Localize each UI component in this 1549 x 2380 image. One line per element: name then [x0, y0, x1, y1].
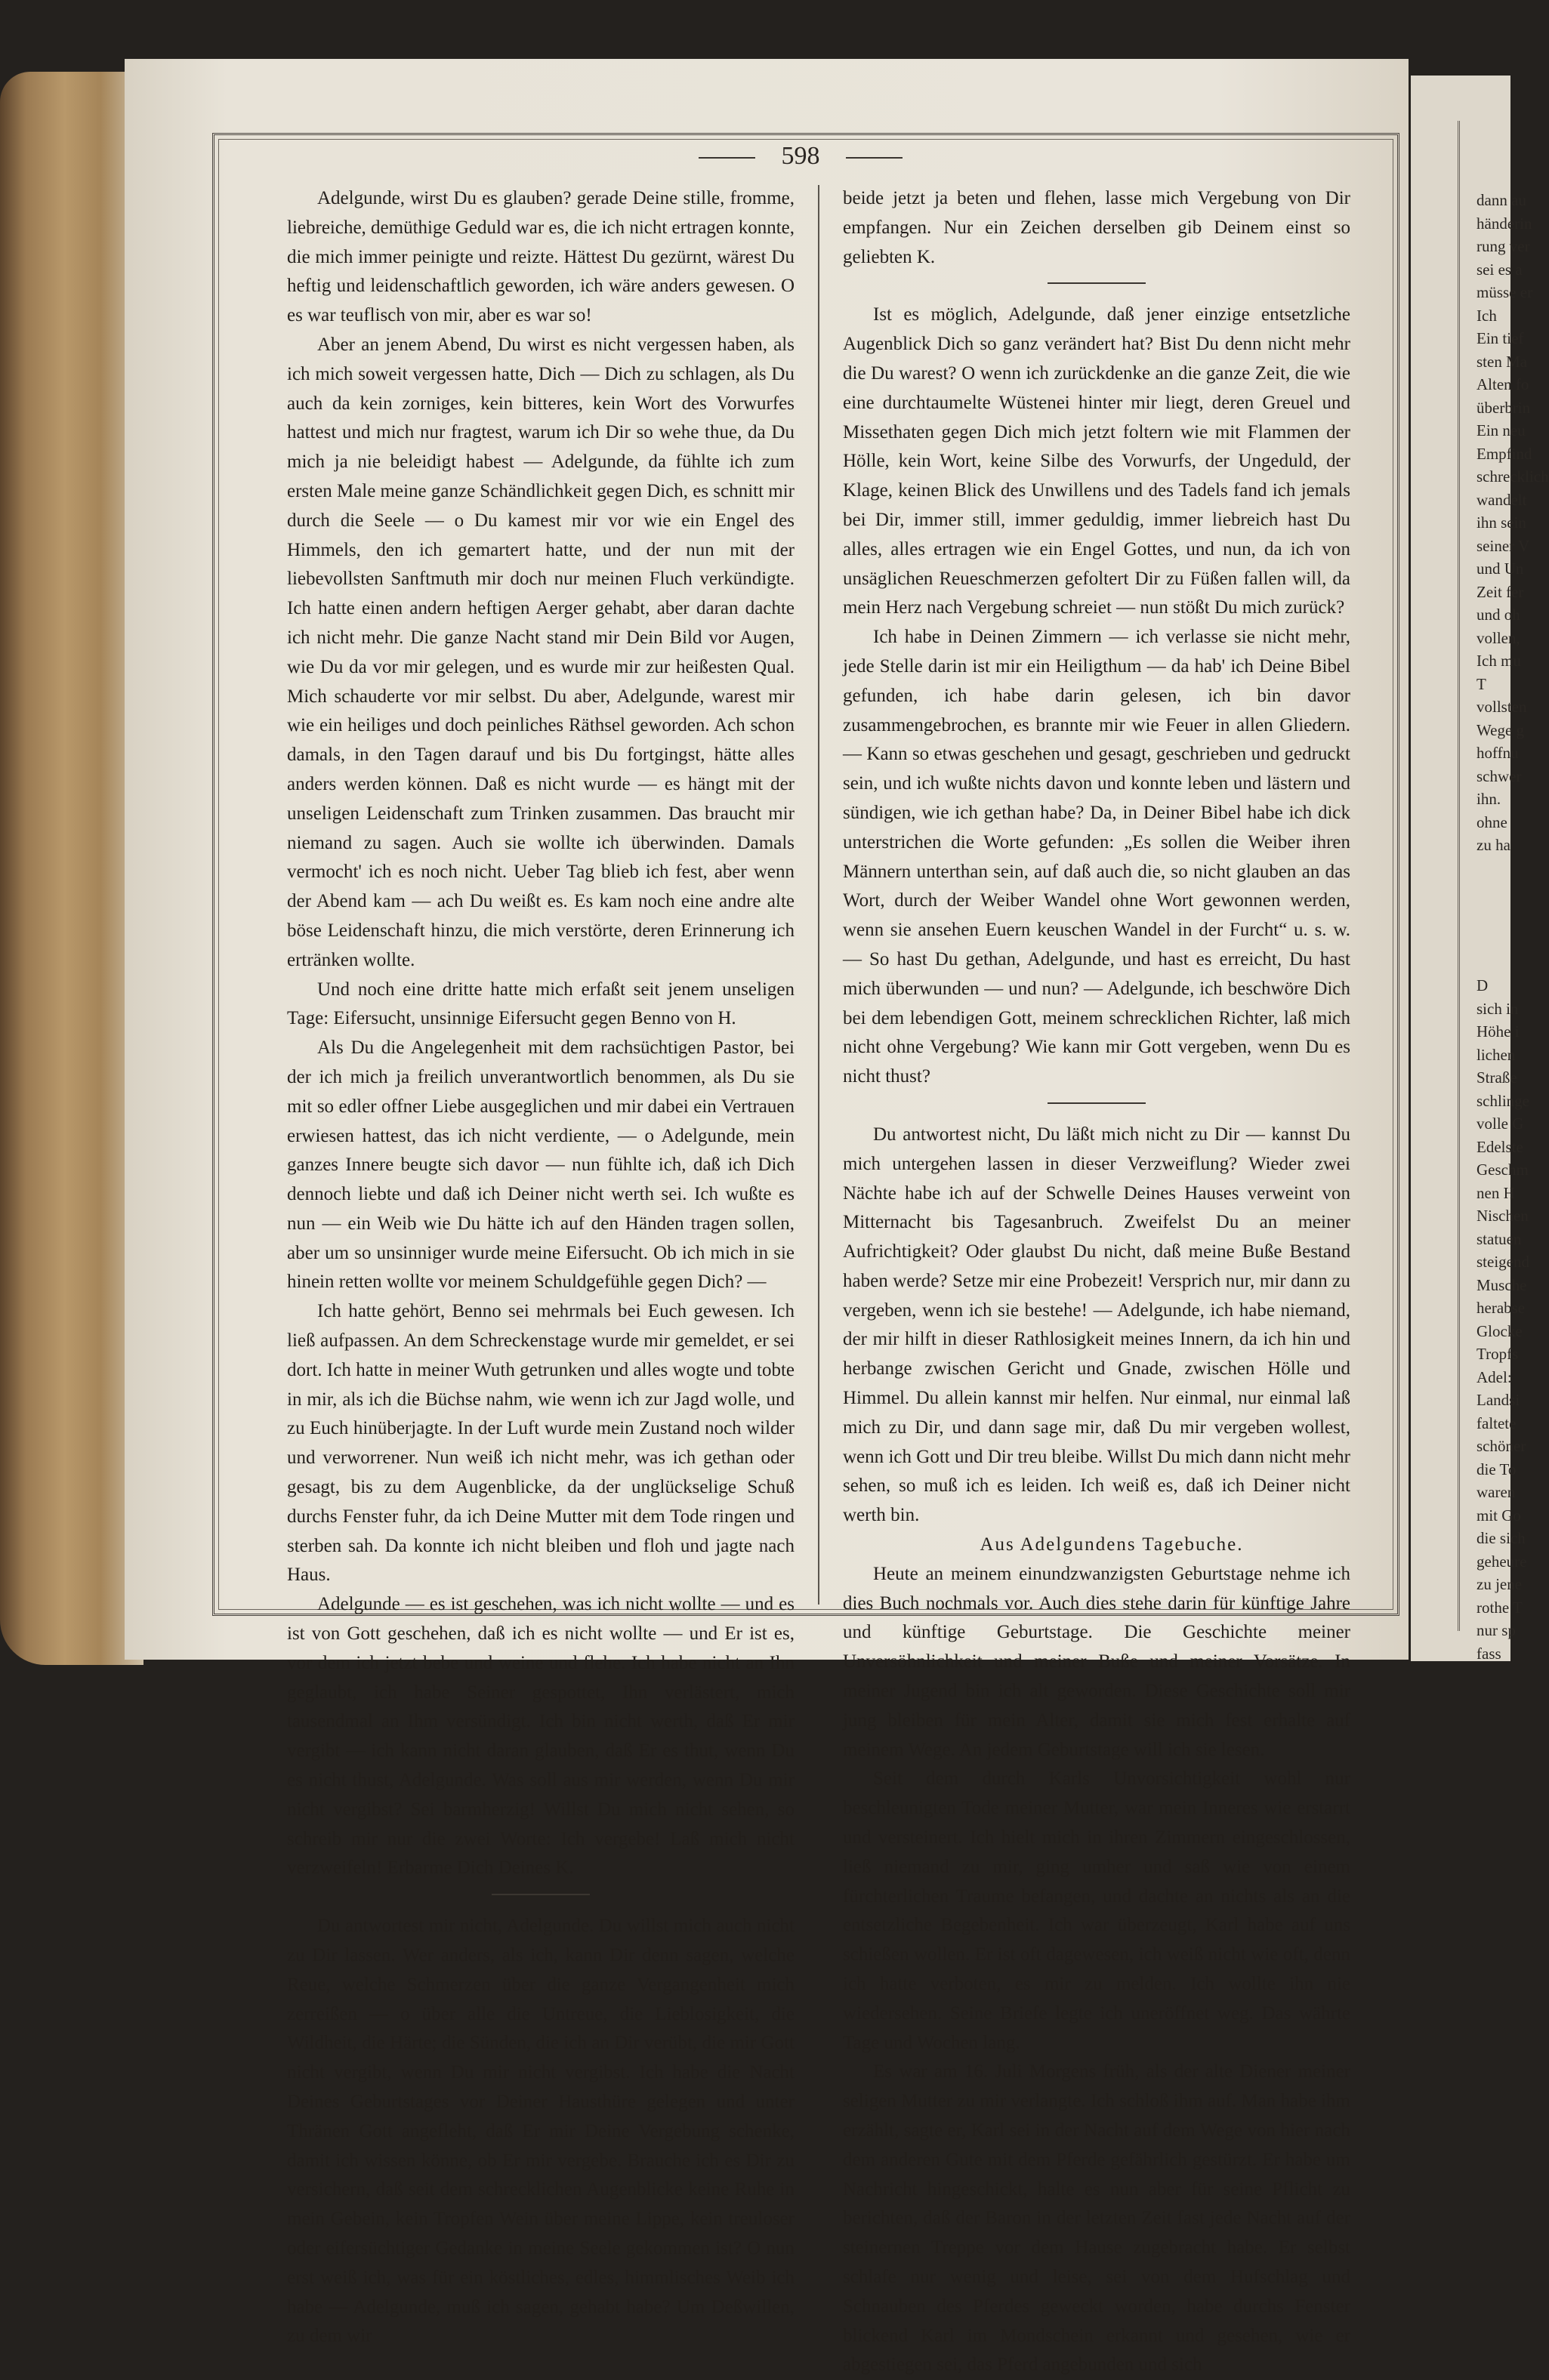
facing-page-line: zu jene — [1476, 1575, 1523, 1593]
facing-page-line: händerin — [1476, 214, 1532, 233]
facing-page-line: rung ver — [1476, 237, 1530, 255]
facing-page-line: Ein tief — [1476, 329, 1524, 347]
facing-page-line: faltete — [1476, 1414, 1517, 1432]
facing-page-line: schlinge — [1476, 1091, 1529, 1110]
facing-page-line: Ich — [1476, 306, 1497, 325]
facing-page-text-bottom — [1476, 974, 1529, 1665]
facing-page-line: waren — [1476, 1483, 1516, 1501]
section-separator — [1048, 282, 1146, 284]
facing-page-line: Wege g — [1476, 720, 1525, 739]
facing-page-line: Landsi — [1476, 1391, 1520, 1409]
paragraph: Und noch eine dritte hatte mich erfaßt seit jenem unseligen Tage: Eifersucht, unsinnige Eifersucht gegen Benno von H. — [287, 979, 795, 1029]
facing-page-line: schwer — [1476, 766, 1522, 785]
facing-page-line: und oh — [1476, 606, 1520, 624]
facing-page-line: Tropfs — [1476, 1345, 1519, 1363]
facing-page-line: schrecklich — [1476, 467, 1549, 486]
facing-page-line: sei es a — [1476, 260, 1523, 279]
facing-page-line: sich in — [1476, 999, 1519, 1018]
paragraph: Seit dem durch Karls Unvorsichtigkeit wohl nur beschleunigten Tode meiner Mutter, war mein Inneres wie erstarrt und versteinert. Ich hielt mich in ihren Zimmern eingeschlossen, ließ niemand zu mir, ging umher und saß wie von einem fürchterlichen Traume befangen, und dachte an nichts als an die entsetzliche Begebenheit. Ich war überzeugt, Karl habe auf uns schießen wollen. Er ist oft dagewesen, ich weiß nicht wie oft, denn ich hatte verboten, es mir zu melden. Ich wollte ihn nie wiedersehen. Seine Briefe legte ich uneröffnet weg. Das währte Tage und Wochen lang. — [843, 1768, 1350, 2053]
facing-page-line: lichen — [1476, 1045, 1516, 1064]
facing-page-line: T — [1476, 674, 1486, 693]
paragraph: beide jetzt ja beten und flehen, lasse mich Vergebung von Dir empfangen. Nur ein Zeichen derselben gib Deinem einst so geliebten K. — [843, 188, 1350, 267]
facing-page-line: müsse er — [1476, 283, 1533, 301]
facing-page-line: Alten fo — [1476, 375, 1529, 393]
facing-page-line: zu ha — [1476, 836, 1510, 854]
facing-page-line: Musche — [1476, 1275, 1527, 1294]
paragraph: Adelgunde — es ist geschehen, was ich nicht wollte — und es ist von Gott geschehen, daß ich es nicht wollte — und Er ist es, vor dem ich jetzt bebe und weine und flehe. Ich habe nicht an Ihn geglaubt, ich habe Seiner gespottet, Ihn verlästert, mich tausendmal an Ihm versündigt. Ich bin nicht werth, daß Er mir vergibt — ich kann nicht daran glauben, daß Er es thut, wenn Du es nicht thust, Adelgunde. Was soll aus mir werden, wenn Du mir nicht vergibst? Sei barmherzig! Willst Du mich nicht sehen, so schreib mir nur die zwei Worte: Ich vergebe! Laß mich nicht verzweifeln! Erbarme Dich Deines K. — [287, 1594, 795, 1879]
facing-page-line: nen H — [1476, 1183, 1515, 1202]
paragraph: Ich hatte gehört, Benno sei mehrmals bei Euch gewesen. Ich ließ aufpassen. An dem Schreckenstage wurde mir gemeldet, er sei dort. Ich hatte in meiner Wuth getrunken und alles wogte und tobte in mir, als ich die Büchse nahm, wie wenn ich zur Jagd wolle, und zu Euch hinüberjagte. In der Luft wurde mein Zustand noch wilder und verworrener. Nun weiß ich nicht mehr, was ich gethan oder gesagt, bis zu dem Augenblicke, da der unglückselige Schuß durchs Fenster fuhr, da ich Deine Mutter mit dem Tode ringen und sterben sah. Da konnte ich nicht bleiben und floh und jagte nach Haus. — [287, 1301, 795, 1586]
facing-page-line: volle G — [1476, 1114, 1524, 1133]
facing-page-line: hoffnu — [1476, 744, 1519, 762]
facing-page-line: nur sp — [1476, 1621, 1516, 1639]
paragraph: Du antwortest nicht, Du läßt mich nicht zu Dir — kannst Du mich untergehen lassen in dieser Verzweiflung? Wieder zwei Nächte habe ich auf der Schwelle Deines Hauses verweint von Mitternacht bis Tagesanbruch. Zweifelst Du an meiner Aufrichtigkeit? Oder glaubst Du nicht, daß meine Buße Bestand haben werde? Setze mir eine Probezeit! Versprich nur, mir dann zu vergeben, wenn ich sie bestehe! — Adelgunde, ich habe niemand, der mir hilft in dieser Rathlosigkeit meines Innern, da ich hin und herbange zwischen Gericht und Gnade, zwischen Hölle und Himmel. Du allein kannst mir helfen. Nur einmal, nur einmal laß mich zu Dir, und dann sage mir, daß Du mir vergeben wollest, wenn ich Gott und Dir treu bleibe. Willst Du mich dann nicht mehr sehen, so muß ich es leiden. Ich weiß es, daß ich Deiner nicht werth bin. — [843, 1124, 1350, 1526]
page-number: 598 — [781, 142, 820, 170]
facing-page-text-top — [1476, 189, 1549, 857]
facing-page-line: D — [1476, 976, 1489, 994]
facing-page-line: die To — [1476, 1460, 1517, 1478]
facing-page-line: vollen, — [1476, 628, 1520, 647]
facing-page-line: überbrin — [1476, 398, 1531, 417]
paragraph: Adelgunde, wirst Du es glauben? gerade Deine stille, fromme, liebreiche, demüthige Geduld war es, die ich nicht ertragen konnte, die mich immer peinigte und reizte. Hättest Du gezürnt, wärest Du heftig und leidenschaftlich geworden, ich wäre anders gewesen. O es war teuflisch von mir, aber es war so! — [287, 188, 795, 326]
facing-page-line: mit Go — [1476, 1506, 1521, 1524]
facing-page-line: Adel: — [1476, 1367, 1512, 1386]
column-divider — [818, 185, 819, 1605]
section-separator — [492, 1894, 590, 1895]
book-page-edges — [0, 72, 143, 1665]
header-rule-left — [699, 157, 755, 159]
facing-page-line: Zeit fer — [1476, 582, 1524, 601]
paragraph: Heute an meinem einundzwanzigsten Geburtstage nehme ich dies Buch nochmals vor. Auch dies stehe darin für künftige Jahre und künftige Geburtstage. Die Geschichte meiner Unversöhnlichkeit und meiner Buße und meiner Vorsätze. In meiner Jugend bin ich alt geworden. Diese Geschichte soll mir jung bleiben für mein Alter, damit sie mich fest erhalte auf meinem Wege. An jedem Geburtstage will ich sie lesen. — [843, 1563, 1350, 1760]
facing-page-line: Ich mu — [1476, 652, 1521, 670]
facing-page-line: sten Ma — [1476, 352, 1528, 371]
facing-page-line: schöner — [1476, 1437, 1526, 1455]
facing-page-line: die sich — [1476, 1529, 1526, 1547]
facing-page-line: rothe T — [1476, 1598, 1523, 1617]
right-column — [843, 184, 1350, 2380]
facing-page-line: geheure — [1476, 1552, 1527, 1571]
facing-page-line: und Un — [1476, 560, 1524, 578]
paragraph: Ich habe in Deinen Zimmern — ich verlasse sie nicht mehr, jede Stelle darin ist mir ein Heiligthum — da hab' ich Deine Bibel gefunden, ich habe darin gelesen, ich bin davor zusammengebrochen, es brannte mir wie Feuer in allen Gliedern. — Kann so etwas geschehen und gesagt, geschrieben und gedruckt sein, und ich wußte nichts davon und konnte leben und lästern und sündigen, wie ich gethan habe? Da, in Deiner Bibel habe ich dick unterstrichen die Worte gefunden: „Es sollen die Weiber ihren Männern unterthan sein, auf daß auch die, so nicht glauben an das Wort, durch der Weiber Wandel ohne Wort gewonnen werden, wenn sie ansehen Euern keuschen Wandel in der Furcht“ u. s. w. — So hast Du gethan, Adelgunde, und hast es erreicht, Du hast mich überwunden — und nun? — Adelgunde, ich beschwöre Dich bei dem lebendigen Gott, meinem schrecklichen Richter, laß mich nicht ohne Vergebung? Wie kann mir Gott vergeben, wenn Du es nicht thust? — [843, 627, 1350, 1087]
facing-page-line: Empfind — [1476, 444, 1532, 463]
facing-page-line: ihn. — [1476, 790, 1501, 808]
section-separator — [1048, 1102, 1146, 1104]
facing-page-line: Höhe i — [1476, 1022, 1520, 1040]
facing-page-line: ihn sein — [1476, 513, 1526, 532]
facing-page-line: Nischen — [1476, 1207, 1529, 1225]
facing-page-line: Straße — [1476, 1068, 1517, 1087]
paragraph: Du antwortest mir nicht, Adelgunde. Du willst mich auch nicht zu Dir lassen. Wer anders, als ich, kann Dir denn sagen, welche Reue, welche Schmerzen über die ganze Vergangenheit mich zerreißen — o über alle die Untreue, die Lieblosigkeit, die Wildheit, die Härte; die Sünden, die ich an Dir verübt, die mir Gott nicht vergibt, wenn Du mir nicht vergibst. Ich habe die Nacht Deines Geburtstages vor Deiner Hausthüre gelegen und unter Thränen Gott angefleht, daß Er mir Deine Vergebung schenke, damit ich wissen könne, ob Er mir vergebe. Brauche ich es Dir zu versichern, daß seit dem schrecklichen Augenblicke keine Ruhe in mein Gebein, kein Tropfen Wein über meine Lippe, kein treuloser oder eifersüchtiger Gedanke in meine Seele gekommen ist? O nun erst weiß ich, was für ein köstliches, edles, himmlisches Weib ich habe — Adelgunde, muß ich sagen, gehabt habe? Um Deßwillen, zu dem wir — [287, 1916, 795, 2347]
facing-page-line: steigend — [1476, 1253, 1529, 1271]
facing-page-line: wandelt — [1476, 490, 1527, 509]
paragraph: Aber an jenem Abend, Du wirst es nicht vergessen haben, als ich mich soweit vergessen hatte, Dich — Dich zu schlagen, als Du auch da kein zorniges, kein bitteres, kein Wort des Vorwurfes hattest und mich nur fragtest, warum ich Dir so wehe thue, da Du mich ja nie beleidigt habest — Adelgunde, da fühlte ich zum ersten Male meine ganze Schändlichkeit gegen Dich, es schnitt mir durch die Seele — o Du kamest mir vor wie ein Engel des Himmels, den ich gemartert hatte, und der nun mit der liebevollsten Sanftmuth mir doch nur meinen Fluch verkündigte. Ich hatte einen andern heftigen Aerger gehabt, aber daran dachte ich nicht mehr. Die ganze Nacht stand mir Dein Bild vor Augen, wie Du da vor mir gelegen, und es wurde mir zur heißesten Qual. Mich schauderte vor mir selbst. Du aber, Adelgunde, warest mir wie ein heiliges und doch peinliches Räthsel geworden. Ach schon damals, in den Tagen darauf und bis Du fortgingst, hätte alles anders werden können. Daß es nicht wurde — es hängt mit der unseligen Leidenschaft zum Trinken zusammen. Das braucht mir niemand zu sagen. Auch sie wollte ich überwinden. Damals vermocht' ich es noch nicht. Ueber Tag blieb ich fest, aber wenn der Abend kam — ach Du weißt es. Es kam noch eine andre alte böse Leidenschaft hinzu, die mich verstörte, deren Erinnerung ich ertränken wollte. — [287, 334, 795, 970]
paragraph: Als Du die Angelegenheit mit dem rachsüchtigen Pastor, bei der ich mich ja freilich unverantwortlich benommen, als Du sie mit so edler offner Liebe ausgeglichen und mir dabei ein Vertrauen erwiesen hattest, das ich nicht verdiente, — o Adelgunde, mein ganzes Innere beugte sich davor — nun fühlte ich, daß ich Dich dennoch liebte und daß ich Deiner nicht werth sei. Ich wußte es nun — ein Weib wie Du hätte ich auf den Händen tragen sollen, aber um so unsinniger wurde meine Eifersucht. Ob ich mich in sie hinein retten wollte vor meinem Schuldgefühle gegen Dich? — — [287, 1037, 795, 1293]
facing-page-line: vollsten — [1476, 698, 1527, 716]
facing-page-line: Edelste — [1476, 1137, 1523, 1156]
paragraph: Es war am 16. Juli Morgens früh, als der alte Diener meiner seligen Mutter zu mir verlangte. Ich schloß ihm auf. Man habe ihm erzählt, sagte er, Karl sei in der Nacht auf dem Wege von hier nach dem anderen Gute mit dem Pferde gefährlich gestürzt. Er habe um Nachricht hingeschickt, halte es nun aber für seine Pflicht zu berichten, daß der Baron in der letzten Zeit fast jede Nacht auf der steinernen Treppe vor dem Hause zugebracht habe. Er selbst schlafe nur wenig und leise, sei von dem Hufschlag und Schnauben des Pferdes geweckt worden, habe durchs Fenster blickend Karl im Mondschein erkannt und gesehen, wie er abgestiegen sei, das Pferd angebunden und sich — [843, 2061, 1350, 2375]
facing-page-line: Glocke — [1476, 1321, 1523, 1340]
facing-page-line: ohne — [1476, 812, 1507, 831]
facing-page-line: Geschm — [1476, 1161, 1529, 1179]
paragraph: Ist es möglich, Adelgunde, daß jener einzige entsetzliche Augenblick Dich so ganz verändert hat? Bist Du denn nicht mehr die Du warest? O wenn ich zurückdenke an die ganze Zeit, die wie eine durchtaumelte Wüstenei hinter mir liegt, deren Greuel und Missethaten gegen Dich mich jetzt foltern wie mit Flammen der Hölle, kein Wort, keine Silbe des Vorwurfs, der Ungeduld, der Klage, keinen Blick des Unwillens und des Tadels fand ich jemals bei Dir, immer still, immer geduldig, immer liebreich hast Du alles, alles ertragen wie ein Engel Gottes, und nun, da ich von unsäglichen Reueschmerzen gefoltert Dir zu Füßen fallen will, da mein Herz nach Vergebung schreiet — nun stößt Du mich zurück? — [843, 304, 1350, 618]
facing-page-line: herabse — [1476, 1299, 1526, 1317]
header-rule-right — [846, 157, 903, 159]
facing-page-line: seiner V — [1476, 536, 1530, 555]
facing-page-line: fass — [1476, 1644, 1501, 1663]
section-heading: Aus Adelgundens Tagebuche. — [980, 1534, 1244, 1555]
facing-page-line: dann au — [1476, 191, 1526, 209]
left-column — [287, 184, 795, 2351]
facing-page-line: statuen — [1476, 1229, 1522, 1248]
facing-page-line: Ein neu — [1476, 421, 1526, 439]
